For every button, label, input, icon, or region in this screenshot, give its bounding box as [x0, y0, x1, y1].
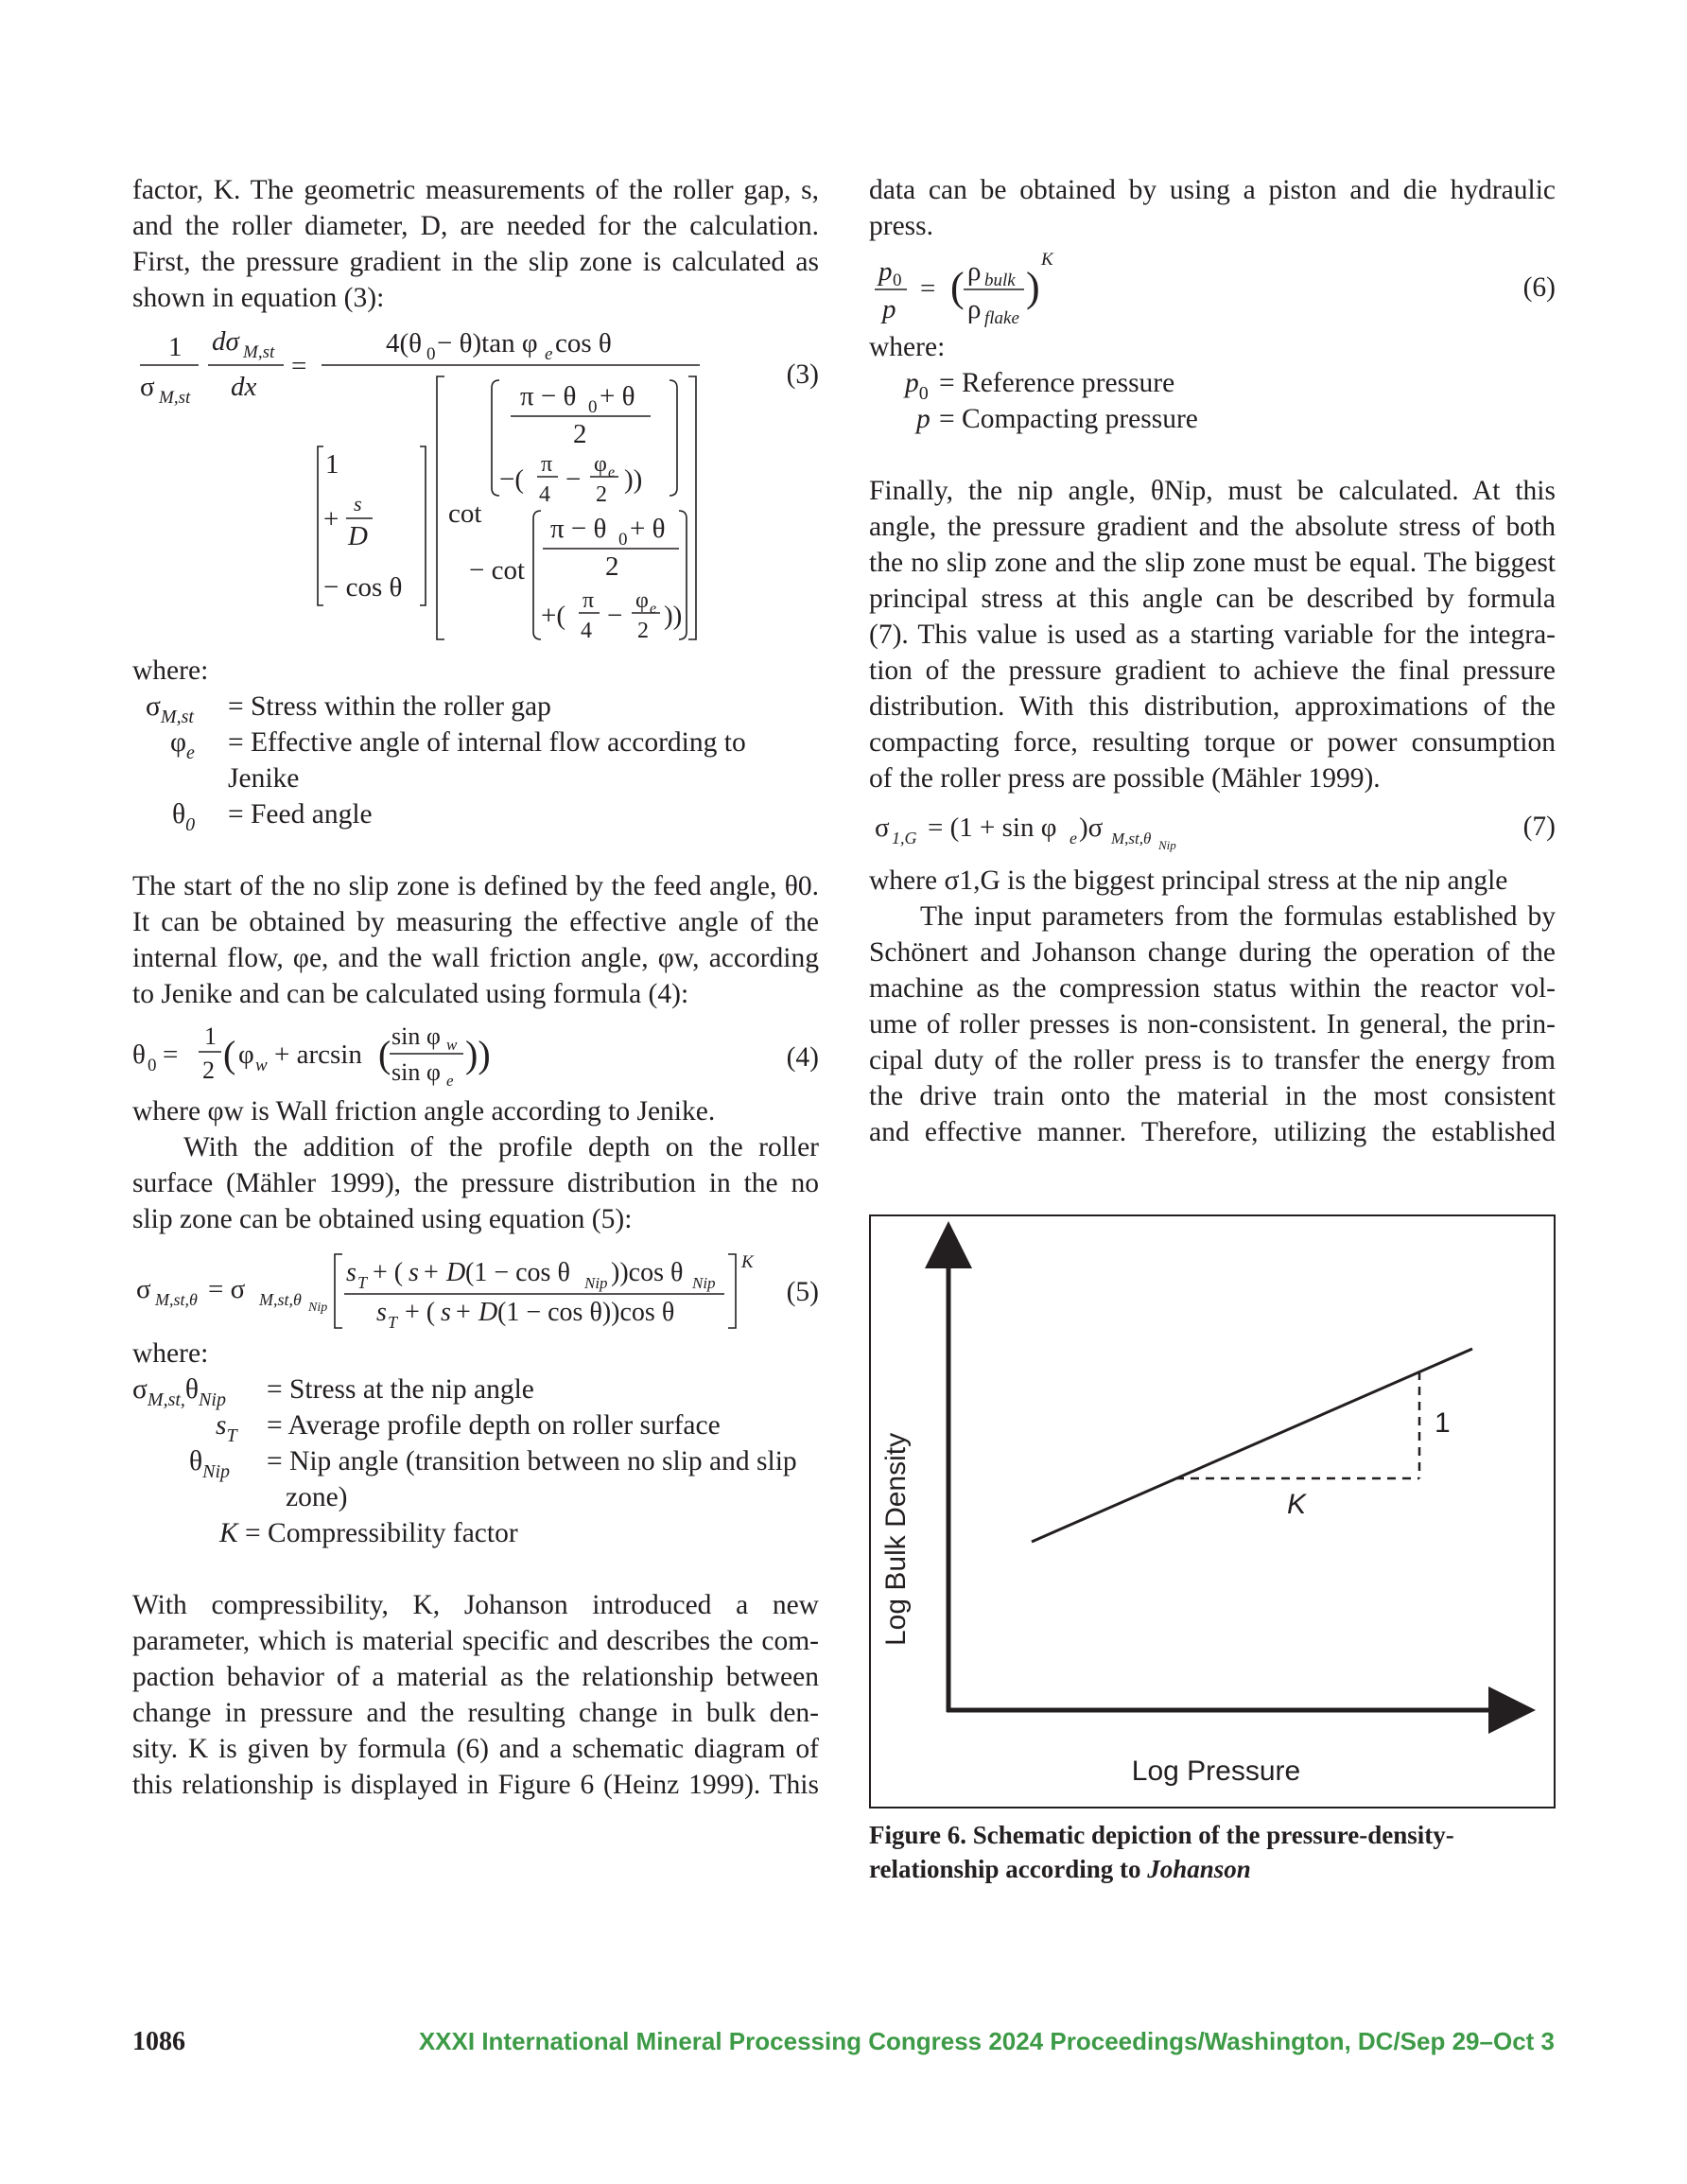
svg-text:1: 1	[168, 332, 183, 362]
svg-text:4: 4	[581, 619, 592, 643]
svg-text:=: =	[920, 273, 936, 304]
text-line: where φw is Wall friction angle according to Jenike.	[132, 1096, 716, 1127]
svg-text:2: 2	[596, 482, 607, 507]
equation-5	[132, 1249, 819, 1334]
svg-text:1,G: 1,G	[892, 829, 917, 847]
svg-text:K: K	[741, 1252, 754, 1272]
svg-text:M,st,θ: M,st,θ	[259, 1290, 302, 1309]
svg-text:(: (	[378, 1033, 391, 1075]
svg-text:σ: σ	[875, 812, 890, 843]
definition-text: = Reference pressure	[939, 368, 1175, 398]
text-line: tion of the pressure gradient to achieve the final pressure	[869, 655, 1556, 686]
definition-text: = Stress within the roller gap	[228, 691, 551, 722]
text-line: It can be obtained by measuring the effective angle of the	[132, 907, 819, 937]
svg-text:Nip: Nip	[692, 1274, 716, 1292]
text-line: surface (Mähler 1999), the pressure distribution in the no	[132, 1168, 819, 1198]
text-line: slip zone can be obtained using equation (5):	[132, 1204, 633, 1234]
svg-text:s: s	[441, 1298, 451, 1327]
svg-text:e: e	[608, 464, 616, 480]
text-line: parameter, which is material specific and describes the com-	[132, 1626, 819, 1656]
svg-text:(1 − cos θ))cos θ: (1 − cos θ))cos θ	[497, 1298, 675, 1327]
figure-6-diagram	[871, 1216, 1554, 1807]
text-line: change in pressure and the resulting change in bulk den-	[132, 1698, 819, 1728]
left-column	[132, 172, 819, 1803]
text-line: of the roller press are possible (Mähler 1999).	[869, 763, 1381, 794]
definition-symbol: K	[219, 1518, 238, 1548]
equation-7	[869, 806, 1556, 863]
text-line: principal stress at this angle can be described by formula	[869, 584, 1556, 614]
svg-text:−: −	[607, 601, 623, 631]
x-axis-label: Log Pressure	[1131, 1756, 1301, 1787]
text-line: Finally, the nip angle, θNip, must be calculated. At this	[869, 476, 1556, 506]
svg-text:2: 2	[637, 619, 649, 643]
svg-text:+: +	[424, 1258, 439, 1287]
svg-text:sin φ: sin φ	[391, 1058, 441, 1086]
definition-row: $\varphi_e$ = Effective angle of internal flow according to	[132, 725, 819, 760]
definition-row	[132, 760, 819, 796]
svg-text:+ (: + (	[405, 1298, 436, 1327]
slope-run-label: K	[1287, 1489, 1307, 1520]
equation-4-graphic	[132, 1014, 530, 1092]
definition-list-2	[132, 1372, 819, 1551]
svg-text:= (1 + sin φ: = (1 + sin φ	[928, 812, 1057, 843]
svg-text:p: p	[882, 294, 896, 324]
svg-text:dx: dx	[231, 372, 257, 402]
svg-text:D: D	[348, 521, 368, 551]
figure-6	[869, 1214, 1556, 1808]
svg-text:e: e	[650, 601, 657, 617]
text-line: the no slip zone and the slip zone must be equal. The biggest	[869, 548, 1556, 578]
svg-text:)): ))	[465, 1033, 491, 1075]
svg-text:φ: φ	[594, 452, 607, 477]
svg-text:M,st: M,st	[243, 342, 275, 362]
svg-text:Nip: Nip	[1158, 838, 1176, 852]
svg-text:π − θ: π − θ	[520, 381, 577, 411]
svg-text:w: w	[446, 1036, 458, 1054]
left-paragraph-3	[132, 1129, 819, 1237]
svg-text:π: π	[583, 588, 595, 613]
equation-3-graphic	[132, 322, 719, 645]
text-line: press.	[869, 211, 934, 241]
text-line: ume of roller presses is non-consistent. In general, the prin-	[869, 1009, 1556, 1040]
equation-number: (5)	[786, 1277, 819, 1307]
svg-text:flake: flake	[984, 308, 1019, 327]
svg-text:(: (	[950, 264, 965, 310]
svg-text:=: =	[291, 351, 307, 381]
caption-line: Figure 6. Schematic depiction of the pressure-density-	[869, 1821, 1454, 1849]
where-label: where:	[132, 1338, 209, 1369]
svg-text:e: e	[545, 344, 553, 364]
svg-text:σ: σ	[136, 1274, 151, 1304]
equation-number: (3)	[786, 359, 819, 390]
caption-text: relationship according to	[869, 1855, 1148, 1883]
right-column	[869, 172, 1556, 1150]
svg-text:− cot: − cot	[469, 555, 526, 585]
definition-list-1	[132, 689, 819, 835]
equation-number: (4)	[786, 1042, 819, 1073]
svg-text:0: 0	[588, 397, 598, 417]
svg-text:0: 0	[618, 530, 628, 550]
left-paragraph-2	[132, 868, 819, 1012]
definition-text: = Feed angle	[228, 799, 373, 830]
svg-text:Nip: Nip	[308, 1301, 328, 1315]
text-line: factor, K. The geometric measurements of the roller gap, s,	[132, 175, 819, 205]
svg-text:s: s	[376, 1298, 387, 1327]
svg-text:M,st,θ: M,st,θ	[155, 1290, 198, 1309]
svg-text:)): ))	[664, 601, 683, 631]
svg-text:− θ)tan φ: − θ)tan φ	[437, 328, 538, 358]
svg-text:+ (: + (	[373, 1258, 404, 1287]
text-line: sity. K is given by formula (6) and a schematic diagram of	[132, 1734, 819, 1764]
equation-5-graphic	[132, 1249, 757, 1334]
definition-row: $\sigma_{M,st}$ = Stress within the roller gap	[132, 689, 819, 725]
equation-7-graphic	[869, 806, 1247, 863]
svg-text:1: 1	[325, 449, 339, 480]
equation-number: (7)	[1522, 812, 1556, 842]
equation-3	[132, 322, 819, 645]
definition-text: zone)	[286, 1482, 348, 1512]
definition-text: = Average profile depth on roller surface	[267, 1410, 721, 1441]
text-line: cipal duty of the roller press is to transfer the energy from	[869, 1045, 1556, 1075]
definition-symbol: p	[916, 404, 930, 434]
svg-text:ρ: ρ	[967, 294, 982, 324]
svg-text:w: w	[255, 1056, 268, 1075]
svg-text:e: e	[1070, 829, 1077, 847]
svg-text:e: e	[446, 1072, 454, 1090]
equation-6-graphic	[869, 248, 1096, 327]
left-intro-paragraph	[132, 172, 819, 316]
text-line: compacting force, resulting torque or power consumption	[869, 727, 1556, 758]
svg-text:= σ: = σ	[208, 1274, 246, 1304]
text-line: Schönert and Johanson change during the operation of the	[869, 937, 1556, 968]
caption-line	[869, 1852, 1556, 1886]
svg-text:2: 2	[202, 1057, 215, 1084]
svg-text:2: 2	[573, 419, 587, 449]
caption-emphasis: Johanson	[1147, 1855, 1251, 1883]
definition-row: $\theta_{Nip}$ = Nip angle (transition between no slip and slip	[132, 1443, 819, 1479]
svg-text:)): ))	[624, 464, 643, 495]
svg-text:+ θ: + θ	[600, 381, 635, 411]
svg-text:K: K	[1041, 250, 1053, 270]
svg-text:π − θ: π − θ	[550, 514, 607, 544]
text-line: The start of the no slip zone is defined by the feed angle, θ0.	[132, 871, 819, 901]
svg-text:0: 0	[426, 344, 436, 364]
svg-text:s: s	[409, 1258, 419, 1287]
page-number: 1086	[132, 2027, 185, 2056]
text-line: shown in equation (3):	[132, 283, 385, 313]
text-line: and effective manner. Therefore, utilizing the established	[869, 1117, 1556, 1147]
where-label: where:	[869, 332, 946, 362]
definition-row: $\sigma_{M,st,}\theta_{Nip}$ = Stress at the nip angle	[132, 1372, 819, 1407]
definition-text: = Compressibility factor	[245, 1518, 518, 1548]
svg-text:cos θ: cos θ	[555, 328, 612, 358]
definition-list-3	[869, 365, 1556, 437]
text-line: (7). This value is used as a starting variable for the integra-	[869, 620, 1556, 650]
text-line: to Jenike and can be calculated using formula (4):	[132, 979, 689, 1009]
definition-text: = Nip angle (transition between no slip and slip	[267, 1446, 797, 1476]
svg-text:(1 − cos θ: (1 − cos θ	[465, 1258, 570, 1287]
text-line: and the roller diameter, D, are needed for the calculation.	[132, 211, 819, 241]
svg-text:σ: σ	[140, 372, 155, 402]
svg-text:s: s	[346, 1258, 357, 1287]
svg-text:+: +	[323, 504, 339, 534]
svg-text:cot: cot	[448, 498, 482, 529]
text-line: where σ1,G is the biggest principal stress at the nip angle	[869, 865, 1508, 896]
right-paragraph-1	[869, 473, 1556, 796]
definition-text: = Compacting pressure	[939, 404, 1198, 434]
svg-text:sin φ: sin φ	[391, 1022, 441, 1050]
text-line: First, the pressure gradient in the slip zone is calculated as	[132, 247, 819, 277]
right-paragraph-2	[869, 899, 1556, 1150]
text-line: internal flow, φe, and the wall friction angle, φw, according	[132, 943, 819, 973]
equation-number: (6)	[1522, 272, 1556, 303]
right-intro-paragraph	[869, 172, 1556, 244]
text-line: distribution. With this distribution, approximations of the	[869, 691, 1556, 722]
figure-6-caption	[869, 1818, 1556, 1886]
definition-row	[869, 401, 1556, 437]
text-line: data can be obtained by using a piston and die hydraulic	[869, 175, 1556, 205]
svg-text:+(: +(	[541, 601, 566, 631]
definition-row: $p_0$ = Reference pressure	[869, 365, 1556, 401]
definition-row: $s_T$ = Average profile depth on roller surface	[132, 1407, 819, 1443]
svg-text:M,st,θ: M,st,θ	[1111, 830, 1152, 847]
equation-4	[132, 1014, 819, 1092]
svg-text:θ: θ	[132, 1040, 146, 1070]
text-line: this relationship is displayed in Figure 6 (Heinz 1999). This	[132, 1770, 819, 1800]
text-line: With compressibility, K, Johanson introduced a new	[132, 1590, 819, 1620]
svg-text:bulk: bulk	[984, 271, 1016, 290]
svg-text:+: +	[456, 1298, 471, 1327]
text-line: machine as the compression status within the reactor vol-	[869, 973, 1556, 1004]
text-line: paction behavior of a material as the relationship between	[132, 1662, 819, 1692]
density-pressure-line	[1032, 1349, 1472, 1542]
left-paragraph-4	[132, 1587, 819, 1803]
text-line: The input parameters from the formulas established by	[920, 901, 1556, 932]
svg-text:))cos θ: ))cos θ	[611, 1258, 684, 1287]
svg-text:T: T	[357, 1273, 368, 1292]
definition-row	[132, 1515, 819, 1551]
svg-text:s: s	[354, 492, 362, 515]
svg-text:Nip: Nip	[584, 1274, 608, 1292]
svg-text:4: 4	[539, 482, 550, 507]
svg-text:0: 0	[148, 1056, 157, 1075]
svg-text:0: 0	[893, 271, 902, 290]
svg-text:T: T	[388, 1313, 398, 1332]
svg-text:−: −	[565, 464, 582, 495]
svg-text:D: D	[478, 1298, 498, 1327]
svg-text:): )	[1026, 264, 1040, 310]
svg-text:4(θ: 4(θ	[386, 328, 423, 358]
svg-text:φ: φ	[238, 1040, 254, 1070]
running-footer: XXXI International Mineral Processing Congress 2024 Proceedings/Washington, DC/Sep 29–Oct 3	[418, 2027, 1555, 2055]
definition-text: Jenike	[228, 763, 300, 794]
y-axis-label: Log Bulk Density	[880, 1432, 912, 1646]
definition-row	[132, 1479, 819, 1515]
svg-text:− cos θ: − cos θ	[323, 572, 403, 603]
svg-text:p: p	[878, 256, 893, 287]
svg-text:φ: φ	[635, 588, 649, 613]
svg-text:2: 2	[605, 551, 619, 582]
svg-text:D: D	[446, 1258, 466, 1287]
text-line: angle, the pressure gradient and the absolute stress of both	[869, 512, 1556, 542]
svg-text:+ arcsin: + arcsin	[274, 1040, 362, 1070]
where-label: where:	[132, 655, 209, 686]
equation-6	[869, 248, 1556, 327]
definition-text: = Stress at the nip angle	[267, 1374, 534, 1405]
text-line: the drive train onto the material in the most consistent	[869, 1081, 1556, 1111]
svg-text:M,st: M,st	[159, 388, 191, 408]
svg-text:=: =	[163, 1040, 179, 1070]
svg-text:π: π	[541, 452, 553, 477]
svg-text:dσ: dσ	[212, 326, 239, 357]
definition-text: = Effective angle of internal flow according to	[228, 727, 746, 758]
definition-row: $\theta_0$ = Feed angle	[132, 796, 819, 832]
svg-text:+ θ: + θ	[630, 514, 666, 544]
svg-text:)σ: )σ	[1079, 812, 1104, 843]
svg-text:ρ: ρ	[967, 256, 982, 287]
text-line: With the addition of the profile depth on the roller	[183, 1132, 819, 1162]
svg-text:(: (	[223, 1033, 236, 1075]
slope-rise-label: 1	[1435, 1407, 1451, 1439]
svg-text:−(: −(	[499, 464, 525, 495]
svg-text:1: 1	[204, 1022, 217, 1050]
